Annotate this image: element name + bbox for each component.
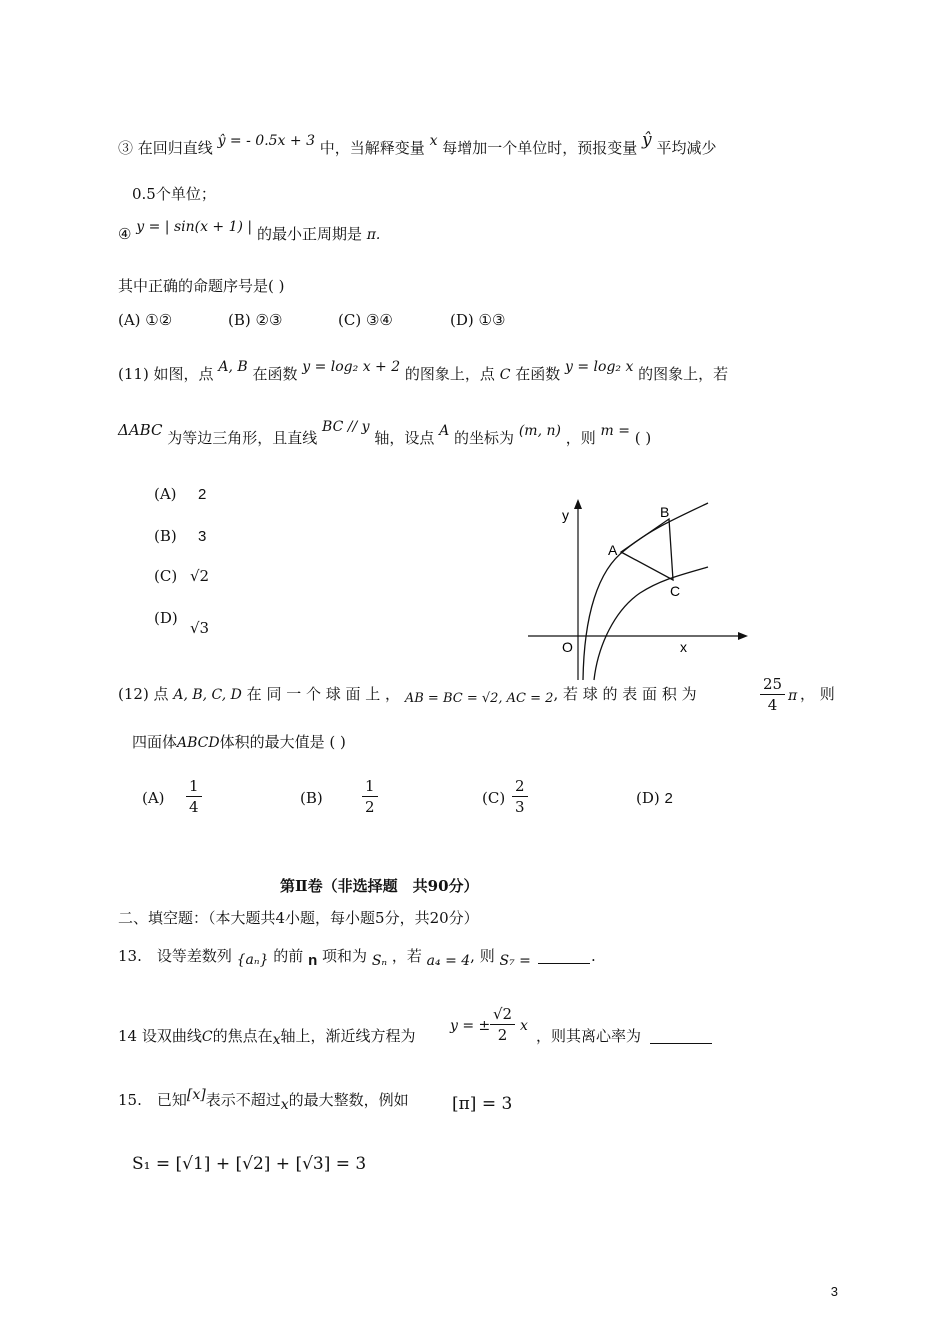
prev-question: 其中正确的命题序号是( ) bbox=[118, 277, 285, 295]
q14-line bbox=[118, 1026, 416, 1047]
prev-item4-line bbox=[118, 219, 381, 245]
q11-option-a-label: (A) bbox=[154, 485, 177, 503]
q12-area-fraction bbox=[760, 674, 785, 715]
x-axis-label: x bbox=[680, 639, 687, 655]
prev-item3-mid: 中，当解释变量 bbox=[319, 139, 425, 157]
q15-x: x bbox=[280, 1097, 289, 1113]
curve-log2x-plus-2 bbox=[583, 503, 708, 680]
q11-line1 bbox=[118, 359, 729, 385]
q12-option-b-num: 1 bbox=[362, 776, 378, 797]
q12-area-pi: π bbox=[788, 688, 798, 704]
q12-option-d bbox=[636, 788, 673, 809]
regression-equation: ŷ = - 0.5x + 3 bbox=[217, 133, 315, 149]
q12-option-b-den: 2 bbox=[365, 798, 375, 816]
q12-line2-b: 体积的最大值是 ( ) bbox=[219, 733, 346, 751]
q11-text-e: 的图象上，若 bbox=[638, 365, 729, 383]
q13-s7: S₇ = bbox=[499, 953, 531, 969]
q15-text-b: 表示不超过 bbox=[205, 1091, 281, 1109]
q12-option-d-label: (D) bbox=[636, 789, 660, 807]
prev-item3-mid2: 每增加一个单位时，预报变量 bbox=[442, 139, 638, 157]
variable-x: x bbox=[429, 133, 438, 149]
q14-intro: 14 设双曲线 bbox=[118, 1027, 202, 1045]
q12-line2-a: 四面体 bbox=[132, 733, 178, 751]
variable-yhat: ŷ bbox=[642, 130, 652, 150]
q11-option-d bbox=[154, 609, 210, 637]
q11-bc-parallel: BC // y bbox=[322, 419, 370, 435]
q13-period: . bbox=[591, 947, 596, 965]
q11-point-c: C bbox=[499, 367, 511, 383]
q13-condition: a₄ = 4 bbox=[426, 953, 471, 969]
q14-eq-fraction bbox=[490, 1004, 515, 1045]
q12-text-b: 在 同 一 个 球 面 上 ， bbox=[246, 685, 401, 703]
q13-text-c: 项和为 bbox=[322, 947, 368, 965]
q14-text-d: ，则其离心率为 bbox=[536, 1027, 642, 1045]
q15-intro: 15. 已知 bbox=[118, 1091, 187, 1109]
prev-option-b: (B) ②③ bbox=[228, 311, 283, 329]
q13-text-d: ，若 bbox=[391, 947, 422, 965]
q11-option-c-value: √2 bbox=[190, 567, 210, 585]
q14-text-c: 轴上，渐近线方程为 bbox=[280, 1027, 416, 1045]
q12-text-c: , 若 球 的 表 面 积 为 bbox=[553, 685, 697, 703]
page-number: 3 bbox=[830, 1284, 838, 1299]
q14-eq-left: y = ± bbox=[450, 1018, 491, 1034]
sine-function: y = | sin(x + 1) | bbox=[136, 219, 253, 235]
part2-title: 第Ⅱ卷（非选择题 共90分） bbox=[280, 877, 479, 895]
prev-item3-continuation: 0.5个单位； bbox=[132, 185, 216, 203]
q15-example: [π] = 3 bbox=[452, 1094, 513, 1114]
q11-option-d-value: √3 bbox=[190, 619, 210, 637]
q12-intro: (12) 点 bbox=[118, 685, 169, 703]
q12-area-denominator: 4 bbox=[767, 696, 778, 714]
q13-n: n bbox=[308, 952, 318, 969]
origin-label: O bbox=[562, 639, 573, 655]
q11-option-c-label: (C) bbox=[154, 567, 178, 585]
q11-intro: (11) 如图，点 bbox=[118, 365, 214, 383]
q11-line2-text-a: 为等边三角形，且直线 bbox=[167, 429, 318, 447]
q12-option-c-label: (C) bbox=[482, 789, 506, 807]
q14-x: x bbox=[272, 1032, 281, 1048]
q11-option-c bbox=[154, 566, 209, 586]
q12-tetrahedron: ABCD bbox=[177, 735, 220, 751]
q11-function-2: y = log₂ x bbox=[565, 359, 634, 375]
q14-text-b: 的焦点在 bbox=[212, 1027, 273, 1045]
q11-option-d-label: (D) bbox=[154, 609, 178, 627]
q12-lengths: AB = BC = √2, AC = 2 bbox=[404, 691, 554, 706]
q11-coordinates: (m, n) bbox=[518, 423, 561, 439]
q11-points-ab: A, B bbox=[218, 359, 248, 375]
q11-triangle: ΔABC bbox=[118, 421, 163, 439]
q12-option-a-num: 1 bbox=[186, 776, 202, 797]
q11-option-a-value: 2 bbox=[198, 486, 207, 503]
prev-item4-suffix: 的最小正周期是 bbox=[256, 225, 362, 243]
q11-option-b-label: (B) bbox=[154, 527, 177, 545]
prev-options bbox=[118, 310, 505, 330]
prev-item3-suffix: 平均减少 bbox=[656, 139, 717, 157]
q11-line2-text-c: 的坐标为 bbox=[454, 429, 515, 447]
q14-answer-blank[interactable] bbox=[650, 1042, 712, 1044]
q11-option-a bbox=[154, 484, 206, 505]
q14-eq-numerator: √2 bbox=[490, 1004, 515, 1025]
q11-text-d: 在函数 bbox=[515, 365, 561, 383]
q12-line1 bbox=[118, 684, 697, 706]
q11-line2-text-d: ，则 bbox=[565, 429, 596, 447]
x-axis-arrow bbox=[738, 632, 748, 640]
q11-text-c: 的图象上，点 bbox=[404, 365, 495, 383]
q11-line2-text-b: 轴，设点 bbox=[374, 429, 435, 447]
q12-option-b-fraction bbox=[362, 776, 378, 817]
prev-item3-prefix: ③ 在回归直线 bbox=[118, 139, 213, 157]
q11-point-a: A bbox=[439, 423, 450, 439]
y-axis-arrow bbox=[574, 499, 582, 509]
fill-in-section-heading: 二、填空题：（本大题共4小题，每小题5分，共20分） bbox=[118, 909, 479, 927]
q13-sequence: {aₙ} bbox=[236, 952, 269, 968]
q11-option-b bbox=[154, 526, 206, 547]
q13-text-b: 的前 bbox=[273, 947, 304, 965]
q12-option-c-den: 3 bbox=[515, 798, 525, 816]
q14-eq-denominator: 2 bbox=[497, 1026, 508, 1044]
point-b-label: B bbox=[660, 504, 670, 520]
curve-log2x bbox=[594, 567, 708, 680]
q12-option-a-den: 4 bbox=[189, 798, 199, 816]
q12-option-a-fraction bbox=[186, 776, 202, 817]
q15-text-c: 的最大整数，例如 bbox=[288, 1091, 409, 1109]
q14-eq-x: x bbox=[520, 1018, 528, 1034]
q11-text-b: 在函数 bbox=[252, 365, 298, 383]
point-a-label: A bbox=[608, 542, 618, 558]
q12-area-numerator: 25 bbox=[760, 674, 785, 695]
prev-option-d: (D) ①③ bbox=[450, 311, 506, 329]
q14-curve-c: C bbox=[201, 1029, 213, 1045]
q12-option-a-label: (A) bbox=[142, 789, 165, 807]
point-c-label: C bbox=[670, 583, 681, 599]
q11-option-b-value: 3 bbox=[198, 528, 207, 545]
y-axis-label: y bbox=[562, 507, 569, 523]
prev-option-c: (C) ③④ bbox=[338, 311, 393, 329]
q11-function-1: y = log₂ x + 2 bbox=[302, 359, 401, 375]
q15-line bbox=[118, 1087, 409, 1113]
q13-sn: Sₙ bbox=[371, 953, 388, 969]
q12-points: A, B, C, D bbox=[173, 687, 242, 703]
q11-figure bbox=[520, 495, 760, 685]
prev-item3-line bbox=[118, 130, 717, 159]
prev-item4-prefix: ④ bbox=[118, 225, 132, 243]
q13-intro: 13. 设等差数列 bbox=[118, 947, 232, 965]
q13-answer-blank[interactable] bbox=[538, 962, 590, 964]
q12-line2 bbox=[132, 732, 346, 753]
q12-option-d-value: 2 bbox=[664, 790, 673, 807]
q12-option-b-label: (B) bbox=[300, 789, 323, 807]
pi-symbol: π. bbox=[366, 227, 381, 243]
q11-line2 bbox=[118, 419, 652, 449]
q12-option-c-num: 2 bbox=[512, 776, 528, 797]
q11-answer-paren: ( ) bbox=[634, 429, 652, 447]
q15-s1-formula: S₁ = [√1] + [√2] + [√3] = 3 bbox=[132, 1154, 367, 1174]
triangle-abc bbox=[621, 519, 673, 580]
q11-m-equals: m = bbox=[600, 423, 630, 439]
q15-floor-x: [x] bbox=[186, 1087, 206, 1103]
q12-option-c-fraction bbox=[512, 776, 528, 817]
q13-text-e: , 则 bbox=[470, 947, 495, 965]
prev-option-a: (A) ①② bbox=[118, 311, 173, 329]
q13-line bbox=[118, 946, 531, 967]
q12-text-d: ， 则 bbox=[800, 685, 835, 703]
